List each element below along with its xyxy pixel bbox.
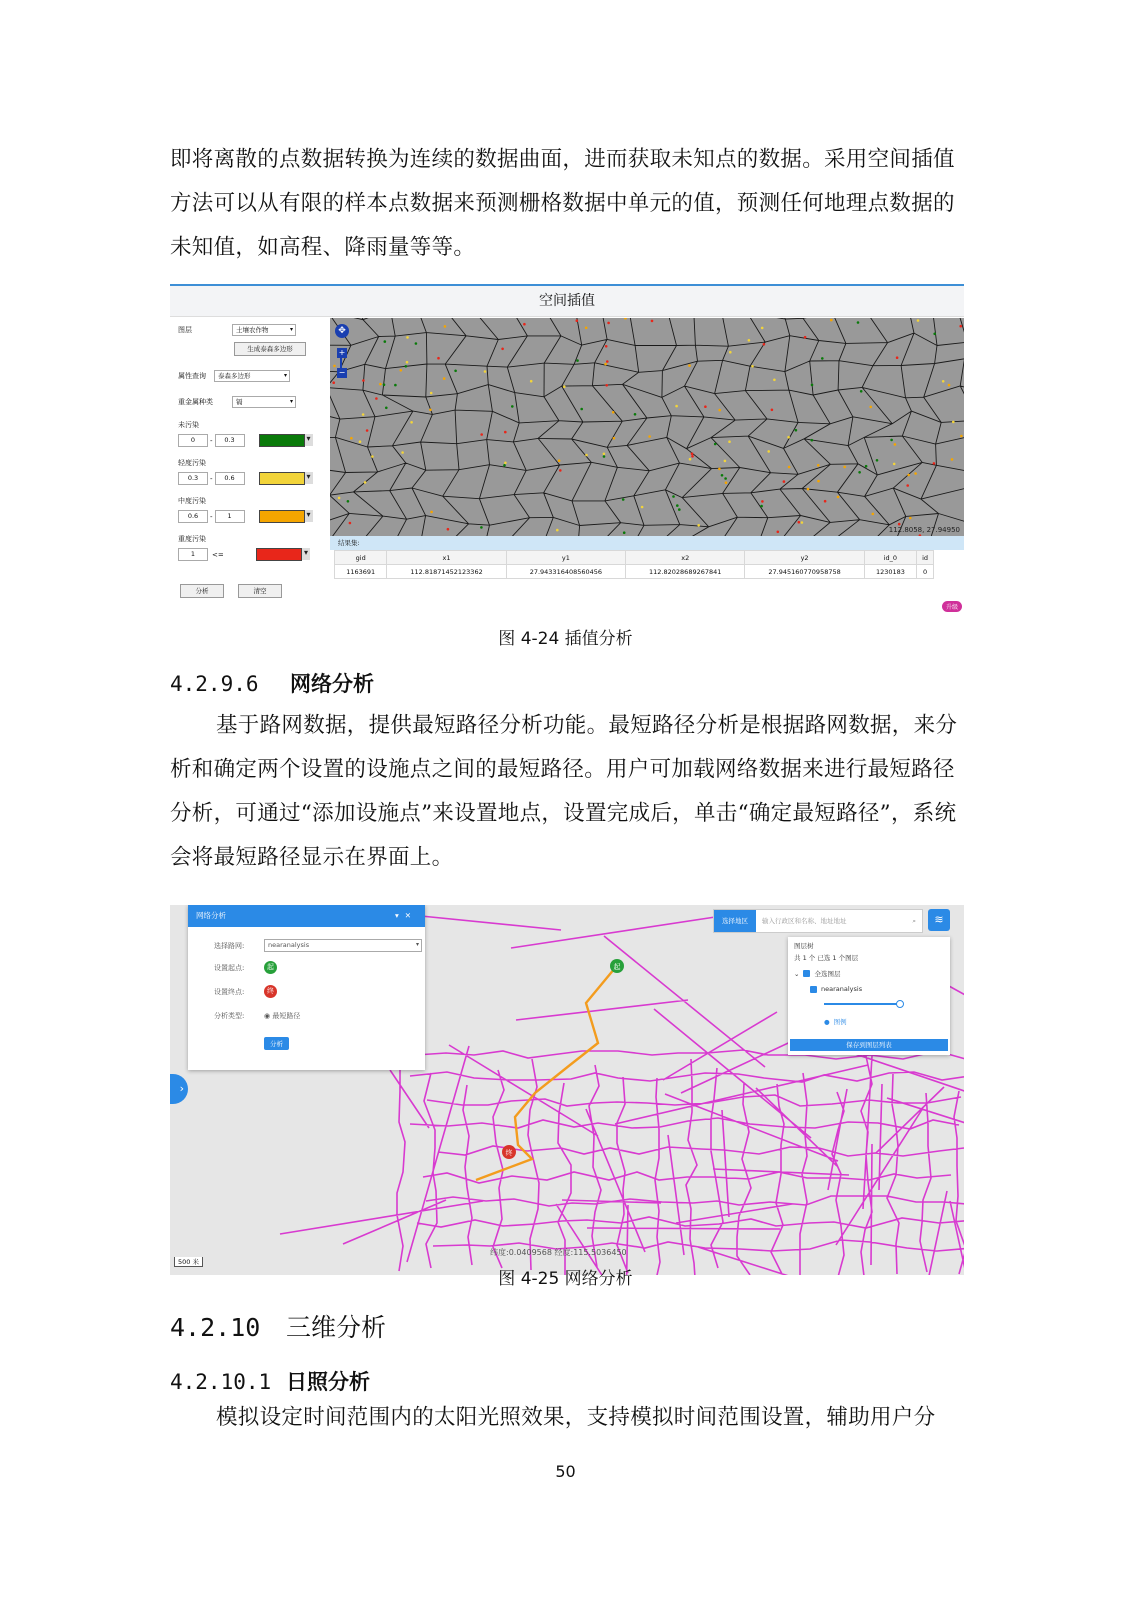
region-select[interactable]: 选择地区 — [714, 910, 756, 932]
metal-type-label: 重金属种类 — [178, 398, 213, 406]
net-label: 选择路网: — [214, 941, 245, 950]
coord-readout: 纬度:0.0409568 经度:115.5036450 — [490, 1248, 627, 1257]
sample-point — [651, 320, 654, 323]
level-range-row — [178, 472, 305, 485]
attr-query-select[interactable]: 泰森多边形 ▾ — [214, 370, 290, 382]
section-title: 日照分析 — [286, 1370, 370, 1394]
level-min-input[interactable]: 0 — [178, 434, 208, 447]
sample-point — [613, 437, 616, 440]
sample-point — [787, 436, 790, 439]
sample-point — [371, 455, 374, 458]
metal-type-select[interactable]: 镉 ▾ — [232, 396, 296, 408]
paragraph-intro: 即将离散的点数据转换为连续的数据曲面，进而获取未知点的数据。采用空间插值方法可以从有限的样本点数据来预测栅格数据中单元的值，预测任何地理点数据的未知值，如高程、降雨量等等。 — [170, 147, 955, 260]
sample-point — [400, 369, 403, 372]
sample-point — [704, 405, 707, 408]
sample-point — [430, 392, 433, 395]
sample-point — [857, 321, 860, 324]
level-min-input[interactable]: 0.3 — [178, 472, 208, 485]
generate-voronoi-button[interactable]: 生成泰森多边形 — [234, 342, 306, 356]
control-panel — [170, 318, 325, 616]
sample-point — [817, 464, 820, 467]
sample-point — [364, 481, 367, 484]
sample-point — [349, 522, 352, 525]
sample-point — [917, 319, 920, 322]
sample-point — [865, 465, 868, 468]
sample-point — [375, 397, 378, 400]
table-cell: 1230183 — [864, 565, 916, 579]
level-min-input[interactable]: 1 — [178, 548, 208, 561]
sample-point — [415, 342, 418, 345]
range-dash: - — [210, 436, 213, 445]
sample-point — [503, 464, 506, 467]
sample-point — [837, 496, 840, 499]
sample-point — [876, 459, 879, 462]
level-color-picker[interactable] — [259, 434, 305, 447]
column-header[interactable]: id_0 — [864, 551, 916, 565]
level-max-input[interactable]: 0.3 — [215, 434, 245, 447]
sample-point — [385, 407, 388, 410]
voronoi-polygons — [330, 318, 964, 536]
sample-point — [430, 511, 433, 514]
level-range-row — [178, 548, 302, 561]
level-name: 重度污染 — [178, 535, 206, 543]
sample-point — [359, 440, 362, 443]
zoom-control[interactable] — [335, 324, 349, 384]
svg-text:终: 终 — [505, 1149, 513, 1157]
zoom-slider[interactable] — [340, 358, 342, 368]
sample-point — [933, 333, 936, 336]
coord-readout: 112.8058, 27.94950 — [888, 526, 960, 534]
table-cell: 0 — [917, 565, 934, 579]
sample-point — [383, 383, 386, 386]
opacity-slider[interactable] — [824, 1003, 898, 1005]
type-value: 最短路径 — [272, 1012, 301, 1020]
result-grid — [334, 550, 934, 579]
sample-point — [530, 380, 533, 383]
layers-icon[interactable]: ≋ — [928, 909, 950, 931]
sample-point — [761, 327, 764, 330]
sample-point — [751, 365, 754, 368]
sample-point — [603, 455, 606, 458]
level-name: 中度污染 — [178, 497, 206, 505]
sample-point — [504, 431, 507, 434]
expand-sidebar-icon[interactable]: › — [170, 1074, 188, 1104]
panel-title: 网络分析 — [196, 911, 226, 920]
sample-point — [858, 471, 861, 474]
sample-point — [761, 500, 764, 503]
sample-point — [824, 500, 827, 503]
sample-point — [725, 481, 728, 484]
sample-point — [350, 437, 353, 440]
column-header[interactable]: id — [917, 551, 934, 565]
sample-point — [869, 406, 872, 409]
sample-point — [501, 348, 504, 351]
layer-tree-title: 图层树 — [794, 942, 814, 950]
sample-point — [480, 433, 483, 436]
sample-point — [771, 409, 774, 412]
level-color-picker[interactable] — [259, 510, 305, 523]
section-title: 三维分析 — [286, 1313, 387, 1342]
sample-point — [641, 506, 644, 509]
section-number: 4.2.10.1 — [170, 1370, 272, 1394]
sample-point — [811, 384, 814, 387]
sample-point — [843, 466, 846, 469]
table-cell: 27.945160770958758 — [745, 565, 864, 579]
net-select[interactable]: nearanalysis ▾ — [264, 939, 422, 952]
sample-point — [366, 429, 369, 432]
figure-network-analysis — [170, 905, 964, 1275]
sample-point — [410, 421, 413, 424]
expand-icon[interactable]: ⌄ — [794, 969, 800, 978]
sample-point — [952, 421, 955, 424]
sample-point — [890, 439, 893, 442]
sample-point — [909, 517, 912, 520]
level-color-picker[interactable] — [259, 472, 305, 485]
column-header[interactable]: y2 — [745, 551, 864, 565]
sample-point — [604, 363, 607, 366]
sample-point — [678, 508, 681, 511]
sample-point — [605, 345, 608, 348]
sample-point — [362, 379, 365, 382]
sample-point — [606, 360, 609, 363]
level-max-input[interactable]: 1 — [215, 510, 245, 523]
section-title: 网络分析 — [290, 672, 374, 696]
sample-point — [860, 390, 863, 393]
voronoi-map[interactable] — [330, 318, 964, 536]
end-marker-icon[interactable] — [502, 1145, 516, 1159]
sample-point — [437, 357, 440, 360]
sample-point — [338, 497, 341, 500]
minimize-icon[interactable]: ▾ — [394, 911, 405, 920]
sample-point — [798, 521, 801, 524]
sample-point — [817, 480, 820, 483]
sample-point — [558, 459, 561, 462]
start-marker-icon[interactable] — [610, 959, 624, 973]
sample-point — [689, 458, 692, 461]
sample-point — [406, 336, 409, 339]
sample-point — [788, 466, 791, 469]
sample-point — [576, 359, 579, 362]
sample-point — [942, 380, 945, 383]
sample-point — [893, 463, 896, 466]
sample-point — [443, 377, 446, 380]
legend-label[interactable]: 图例 — [833, 1018, 847, 1026]
sample-point — [959, 325, 962, 328]
sample-point — [576, 319, 579, 322]
paragraph-network: 基于路网数据，提供最短路径分析功能。最短路径分析是根据路网数据，来分析和确定两个设置的设施点之间的最短路径。用户可加载网络数据来进行最短路径分析，可通过“添加设施点”来设置地点，设置完成后，单击“确定最短路径”，系统会将最短路径显示在界面上。 — [170, 713, 958, 870]
sample-point — [960, 435, 963, 438]
sample-point — [714, 443, 717, 446]
sample-point — [484, 370, 487, 373]
sample-point — [559, 469, 562, 472]
sample-point — [585, 454, 588, 457]
sample-point — [347, 500, 350, 503]
layer-label: 图层 — [178, 326, 192, 334]
level-name: 轻度污染 — [178, 459, 206, 467]
search-box[interactable] — [713, 909, 923, 933]
type-label: 分析类型: — [214, 1012, 245, 1020]
clear-button[interactable]: 清空 — [238, 584, 282, 598]
sample-point — [580, 408, 583, 411]
sample-point — [622, 498, 625, 501]
range-dash: - — [210, 512, 213, 521]
table-row[interactable] — [335, 565, 934, 579]
window-title: 空间插值 — [170, 286, 964, 317]
sample-point — [556, 529, 559, 532]
sample-point — [612, 411, 615, 414]
sample-point — [624, 318, 627, 320]
legend-icon[interactable]: ● — [824, 1017, 830, 1026]
start-label: 设置起点: — [214, 963, 245, 972]
figure-caption: 图 4-25 网络分析 — [498, 1269, 633, 1289]
sample-point — [688, 364, 691, 367]
figure-spatial-interpolation — [170, 284, 964, 616]
sample-point — [384, 340, 387, 343]
sample-point — [907, 474, 910, 477]
sample-point — [405, 365, 408, 368]
sample-point — [691, 452, 694, 455]
level-operator: <= — [212, 550, 224, 559]
sample-point — [811, 439, 814, 442]
scale-bar: 500 米 — [174, 1257, 203, 1267]
level-range-row — [178, 510, 305, 523]
section-heading — [170, 1308, 386, 1344]
analyze-button[interactable]: 分析 — [264, 1037, 289, 1050]
sample-point — [783, 480, 786, 483]
sample-point — [718, 409, 721, 412]
table-cell: 27.943316408560456 — [506, 565, 625, 579]
column-header[interactable]: gid — [335, 551, 387, 565]
sample-point — [914, 472, 917, 475]
sample-point — [401, 451, 404, 454]
sample-point — [718, 468, 721, 471]
level-range-row — [178, 434, 305, 447]
opacity-handle[interactable] — [896, 1000, 904, 1008]
sample-point — [444, 325, 447, 328]
type-radio[interactable]: ◉ 最短路径 — [264, 1012, 301, 1020]
zoom-in-icon[interactable]: + — [338, 348, 346, 357]
sample-point — [760, 505, 763, 508]
sample-point — [394, 384, 397, 387]
layer-group-label: 全选图层 — [814, 970, 841, 978]
section-number: 4.2.10 — [170, 1313, 261, 1342]
sample-point — [648, 435, 651, 438]
upgrade-badge[interactable]: 升级 — [942, 601, 962, 612]
sample-point — [523, 323, 526, 326]
result-label: 结果集: — [330, 536, 964, 550]
column-header[interactable]: y1 — [506, 551, 625, 565]
sample-point — [511, 405, 514, 408]
network-analysis-panel — [188, 905, 425, 1070]
sample-point — [948, 384, 951, 387]
end-point-icon[interactable]: 终 — [264, 985, 277, 998]
section-number: 4.2.9.6 — [170, 672, 259, 696]
sample-point — [454, 370, 457, 373]
table-cell: 1163691 — [335, 565, 387, 579]
pan-icon[interactable]: ✥ — [335, 324, 349, 338]
sample-point — [447, 528, 450, 531]
save-to-layer-list-button[interactable]: 保存到图层列表 — [790, 1039, 948, 1051]
sample-point — [724, 460, 727, 463]
page-number: 50 — [555, 1462, 576, 1481]
paragraph-sunlight: 模拟设定时间范围内的太阳光照效果，支持模拟时间范围设置，辅助用户分 — [216, 1405, 936, 1430]
sample-point — [585, 327, 588, 330]
column-header[interactable]: x2 — [626, 551, 745, 565]
sample-point — [603, 453, 606, 456]
start-point-icon[interactable]: 起 — [264, 961, 277, 974]
sample-point — [801, 521, 804, 524]
section-heading — [170, 1366, 370, 1396]
sample-point — [906, 484, 909, 487]
sample-point — [697, 524, 700, 527]
zoom-out-icon[interactable]: − — [338, 368, 346, 377]
end-label: 设置终点: — [214, 987, 245, 996]
sample-point — [429, 409, 432, 412]
result-table — [330, 536, 964, 596]
svg-text:起: 起 — [613, 963, 621, 971]
sample-point — [821, 357, 824, 360]
panel-header — [188, 905, 425, 927]
sample-point — [563, 385, 566, 388]
close-icon[interactable]: ✕ — [404, 911, 417, 920]
sample-point — [807, 488, 810, 491]
range-dash: - — [210, 474, 213, 483]
layer-count: 共 1 个 已选 1 个图层 — [794, 954, 859, 962]
section-heading — [170, 668, 374, 698]
sample-point — [724, 477, 727, 480]
sample-point — [728, 440, 731, 443]
sample-point — [672, 495, 675, 498]
sample-point — [605, 384, 608, 387]
search-icon[interactable]: ⌕ — [912, 917, 916, 925]
analyze-button[interactable]: 分析 — [180, 584, 224, 598]
sample-point — [894, 443, 897, 446]
layer-checkbox[interactable] — [810, 986, 817, 993]
sample-point — [767, 450, 770, 453]
level-name: 未污染 — [178, 421, 199, 429]
sample-point — [634, 413, 637, 416]
sample-point — [896, 356, 899, 359]
sample-point — [729, 351, 732, 354]
sample-point — [623, 531, 626, 534]
sample-point — [362, 413, 365, 416]
sample-point — [951, 458, 954, 461]
search-placeholder: 输入行政区和名称、地址地址 — [762, 917, 847, 925]
sample-point — [676, 504, 679, 507]
sample-point — [504, 462, 507, 465]
sample-point — [691, 455, 694, 458]
sample-point — [379, 383, 382, 386]
table-cell: 112.81871452123362 — [387, 565, 506, 579]
sample-point — [773, 379, 776, 382]
column-header[interactable]: x1 — [387, 551, 506, 565]
sample-point — [406, 361, 409, 364]
level-color-picker[interactable] — [256, 548, 302, 561]
sample-point — [795, 429, 798, 432]
sample-point — [804, 336, 807, 339]
sample-point — [675, 405, 678, 408]
layer-item-label: nearanalysis — [821, 985, 863, 993]
figure-caption: 图 4-24 插值分析 — [498, 629, 633, 649]
level-min-input[interactable]: 0.6 — [178, 510, 208, 523]
select-all-checkbox[interactable] — [803, 970, 810, 977]
sample-point — [480, 526, 483, 529]
sample-point — [898, 523, 901, 526]
polygon-edges — [330, 318, 964, 536]
sample-point — [763, 343, 766, 346]
sample-point — [607, 322, 610, 325]
layer-select[interactable]: 土壤农作物 ▾ — [232, 324, 296, 336]
sample-point — [872, 513, 875, 516]
attr-query-label: 属性查询 — [178, 372, 206, 380]
sample-point — [777, 531, 780, 534]
table-cell: 112.82028689267841 — [626, 565, 745, 579]
sample-point — [933, 462, 936, 465]
level-max-input[interactable]: 0.6 — [215, 472, 245, 485]
sample-point — [830, 319, 833, 322]
sample-point — [748, 339, 751, 342]
sample-point — [721, 474, 724, 477]
layer-tree-panel — [788, 937, 950, 1055]
